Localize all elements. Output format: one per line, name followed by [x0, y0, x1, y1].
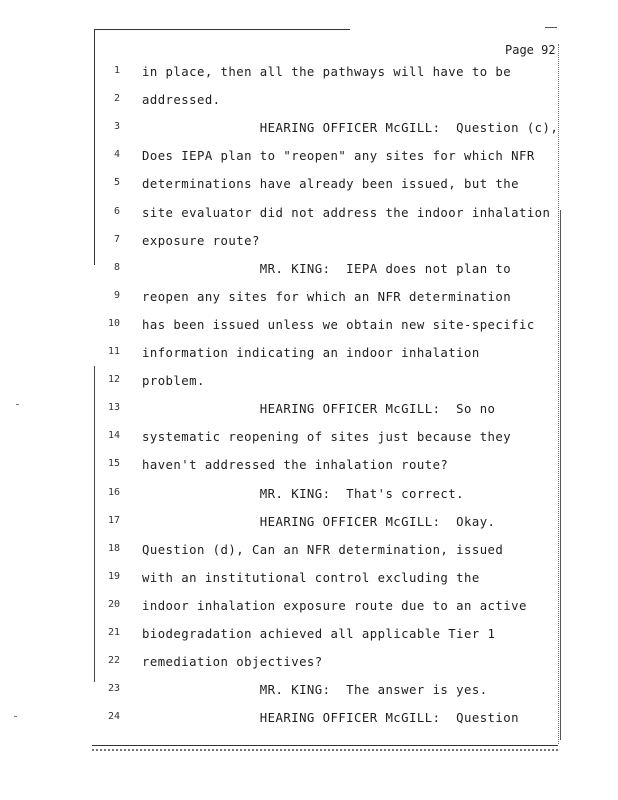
line-number: 24	[107, 711, 120, 723]
line-number: 21	[107, 627, 120, 638]
line-number: 7	[113, 233, 120, 245]
line-number: 5	[113, 177, 120, 189]
line-number: 2	[113, 93, 120, 105]
line-number: 10	[107, 317, 120, 329]
line-number: 14	[107, 430, 120, 442]
line-number: 12	[107, 374, 120, 386]
line-text: HEARING OFFICER McGILL: Question	[142, 711, 519, 726]
line-text: indoor inhalation exposure route due to an active	[142, 598, 527, 613]
line-number: 4	[113, 149, 120, 161]
scan-footer-noise	[92, 749, 558, 753]
line-number: 18	[107, 542, 120, 554]
line-text: HEARING OFFICER McGILL: So no	[142, 402, 496, 417]
line-number: 19	[107, 570, 120, 582]
line-number: 17	[107, 514, 120, 526]
line-text: systematic reopening of sites just because they	[142, 430, 512, 445]
line-number: 20	[107, 598, 120, 610]
line-text: reopen any sites for which an NFR determination	[142, 289, 512, 304]
line-number: 15	[107, 458, 120, 470]
scan-speck	[16, 404, 19, 405]
line-text: biodegradation achieved all applicable Tier 1	[142, 627, 496, 641]
line-text: MR. KING: The answer is yes.	[142, 683, 488, 698]
line-text: problem.	[142, 374, 205, 389]
line-number: 16	[107, 486, 120, 498]
page-frame-top-rule	[94, 29, 350, 30]
line-text: in place, then all the pathways will have to be	[142, 65, 512, 79]
line-text: exposure route?	[142, 233, 260, 248]
line-number: 9	[113, 289, 120, 301]
page-frame-left-rule	[94, 29, 95, 265]
line-number: 3	[113, 121, 120, 133]
line-text: with an institutional control excluding the	[142, 570, 480, 585]
line-text: HEARING OFFICER McGILL: Question (c),	[142, 121, 559, 136]
line-text: haven't addressed the inhalation route?	[142, 458, 449, 473]
line-number: 8	[113, 261, 120, 273]
line-text: MR. KING: That's correct.	[142, 486, 464, 501]
page-frame-bottom-rule	[92, 745, 558, 746]
line-text: site evaluator did not address the indoor inhalation	[142, 205, 551, 220]
line-text: MR. KING: IEPA does not plan to	[142, 261, 512, 276]
line-text: Question (d), Can an NFR determination, issued	[142, 542, 504, 557]
line-text: has been issued unless we obtain new site-specific	[142, 317, 535, 332]
line-number: 22	[107, 655, 120, 667]
line-number: 11	[107, 346, 120, 357]
line-number: 23	[107, 683, 120, 695]
line-number: 13	[107, 402, 120, 414]
page-frame-right-rule-solid	[560, 210, 561, 740]
page-number-label: Page 92	[505, 43, 556, 57]
line-text: addressed.	[142, 93, 221, 108]
line-text: determinations have already been issued, but the	[142, 177, 519, 192]
line-number: 1	[113, 65, 120, 76]
scan-speck	[14, 716, 17, 717]
page-frame-top-right-rule	[545, 27, 557, 28]
line-text: information indicating an indoor inhalation	[142, 346, 480, 360]
line-number: 6	[113, 205, 120, 217]
line-text: HEARING OFFICER McGILL: Okay.	[142, 514, 496, 529]
page-frame-left-rule-lower	[94, 366, 95, 682]
line-text: remediation objectives?	[142, 655, 323, 670]
line-text: Does IEPA plan to "reopen" any sites for which NFR	[142, 149, 535, 164]
